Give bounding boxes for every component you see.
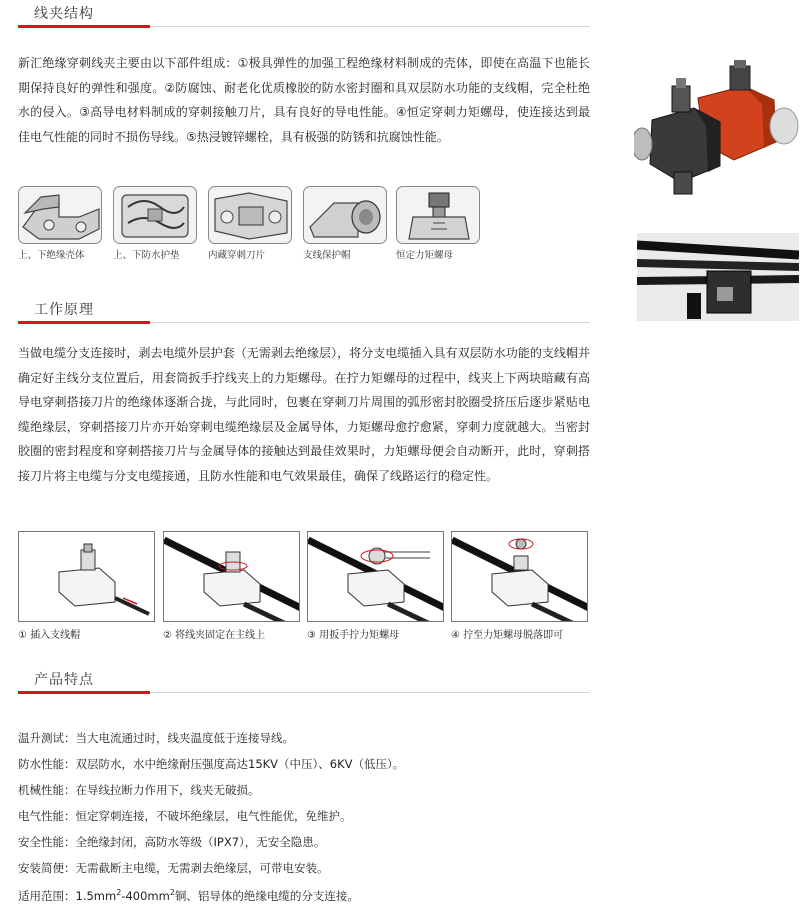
section-accent-bar	[18, 691, 150, 694]
step-caption: ② 将线夹固定在主线上	[163, 630, 266, 641]
step-1-image	[18, 531, 155, 622]
feature-electrical	[18, 808, 352, 824]
feature-label: 适用范围：	[18, 889, 76, 903]
feature-waterproof	[18, 756, 404, 772]
feature-label: 安装简便：	[18, 861, 76, 875]
part-thumb	[208, 186, 292, 261]
install-step	[307, 531, 444, 641]
part-caption: 上、下防水护垫	[113, 250, 180, 261]
part-thumb	[18, 186, 102, 261]
range-sup: 2	[169, 888, 175, 898]
range-value-max: -400mm	[121, 889, 170, 903]
feature-mechanical	[18, 782, 260, 798]
principle-description: 当做电缆分支连接时，剥去电缆外层护套（无需剥去绝缘层），将分支电缆插入具有双层防水功能的支线帽并确定好主线分支位置后，用套筒扳手拧线夹上的力矩螺母。在拧力矩螺母的过程中，线夹上下两块暗藏有高导电穿刺搭接刀片的绝缘体逐渐合拢，与此同时，包裹在穿刺刀片周围的弧形密封胶圈受挤压后逐步紧贴电缆绝缘层，穿刺搭接刀片亦开始穿刺电缆绝缘层及金属导体，力矩螺母愈拧愈紧，穿刺力度就越大。当密封胶圈的密封程度和穿刺搭接刀片与金属导体的接触达到最佳效果时，力矩螺母便会自动断开，此时，穿刺搭接刀片将主电缆与分支电缆接通，且防水性能和电气效果最佳，确保了线路运行的稳定性。	[18, 346, 590, 483]
feature-safety	[18, 834, 325, 850]
part-thumb	[303, 186, 387, 261]
step-caption: ④ 拧至力矩螺母脱落即可	[451, 630, 564, 641]
feature-range	[18, 888, 359, 904]
section-title: 产品特点	[34, 672, 94, 688]
feature-text: 双层防水，水中绝缘耐压强度高达15KV（中压）、6KV（低压）。	[75, 757, 405, 771]
feature-label: 机械性能：	[18, 783, 76, 797]
section-title: 线夹结构	[34, 6, 94, 22]
section-header-features	[18, 670, 590, 693]
nut-image	[396, 186, 480, 244]
step-4-image	[451, 531, 588, 622]
product-photo-clamps	[634, 60, 802, 210]
feature-text: 当大电流通过时，线夹温度低于连接导线。	[75, 731, 294, 745]
install-step	[163, 531, 300, 641]
structure-description: 新汇绝缘穿刺线夹主要由以下部件组成：①极具弹性的加强工程绝缘材料制成的壳体，即使在高温下也能长期保持良好的弹性和强度。②防腐蚀、耐老化优质橡胶的防水密封圈和具双层防水功能的支线帽，完全杜绝水的侵入。③高导电材料制成的穿刺接触刀片，具有良好的导电性能。④恒定穿刺力矩螺母，使连接达到最佳电气性能的同时不损伤导线。⑤热浸镀锌螺栓，具有极强的防锈和抗腐蚀性能。	[18, 56, 590, 144]
feature-text: 无需截断主电缆，无需剥去绝缘层，可带电安装。	[75, 861, 329, 875]
feature-text: 恒定穿刺连接，不破坏绝缘层，电气性能优，免维护。	[75, 809, 352, 823]
range-sup: 2	[116, 888, 122, 898]
feature-temperature	[18, 730, 294, 746]
cap-image	[303, 186, 387, 244]
feature-label: 防水性能：	[18, 757, 76, 771]
parts-thumbnails	[18, 186, 488, 266]
step-2-image	[163, 531, 300, 622]
installation-steps	[18, 531, 590, 643]
feature-label: 电气性能：	[18, 809, 76, 823]
seal-image	[113, 186, 197, 244]
feature-label: 安全性能：	[18, 835, 76, 849]
step-caption: ① 插入支线帽	[18, 630, 81, 641]
feature-text: 全绝缘封闭，高防水等级（IPX7），无安全隐患。	[75, 835, 326, 849]
section-header-principle	[18, 300, 590, 323]
section-accent-bar	[18, 25, 150, 28]
section-header-structure	[18, 4, 590, 27]
part-caption: 支线保护帽	[303, 250, 351, 261]
part-thumb	[396, 186, 480, 261]
range-value-min: 1.5mm	[75, 889, 117, 903]
feature-text: 在导线拉断力作用下，线夹无破损。	[75, 783, 260, 797]
part-thumb	[113, 186, 197, 261]
step-3-image	[307, 531, 444, 622]
part-caption: 上、下绝缘壳体	[18, 250, 85, 261]
step-caption: ③ 用扳手拧力矩螺母	[307, 630, 400, 641]
install-step	[18, 531, 155, 641]
part-caption: 内藏穿刺刀片	[208, 250, 266, 261]
blade-image	[208, 186, 292, 244]
housing-image	[18, 186, 102, 244]
feature-label: 温升测试：	[18, 731, 76, 745]
product-photo-installed	[637, 233, 799, 321]
section-title: 工作原理	[34, 302, 94, 318]
range-text: 铜、铝导体的绝缘电缆的分支连接。	[174, 889, 359, 903]
feature-installation	[18, 860, 329, 876]
install-step	[451, 531, 588, 641]
section-accent-bar	[18, 321, 150, 324]
part-caption: 恒定力矩螺母	[396, 250, 454, 261]
